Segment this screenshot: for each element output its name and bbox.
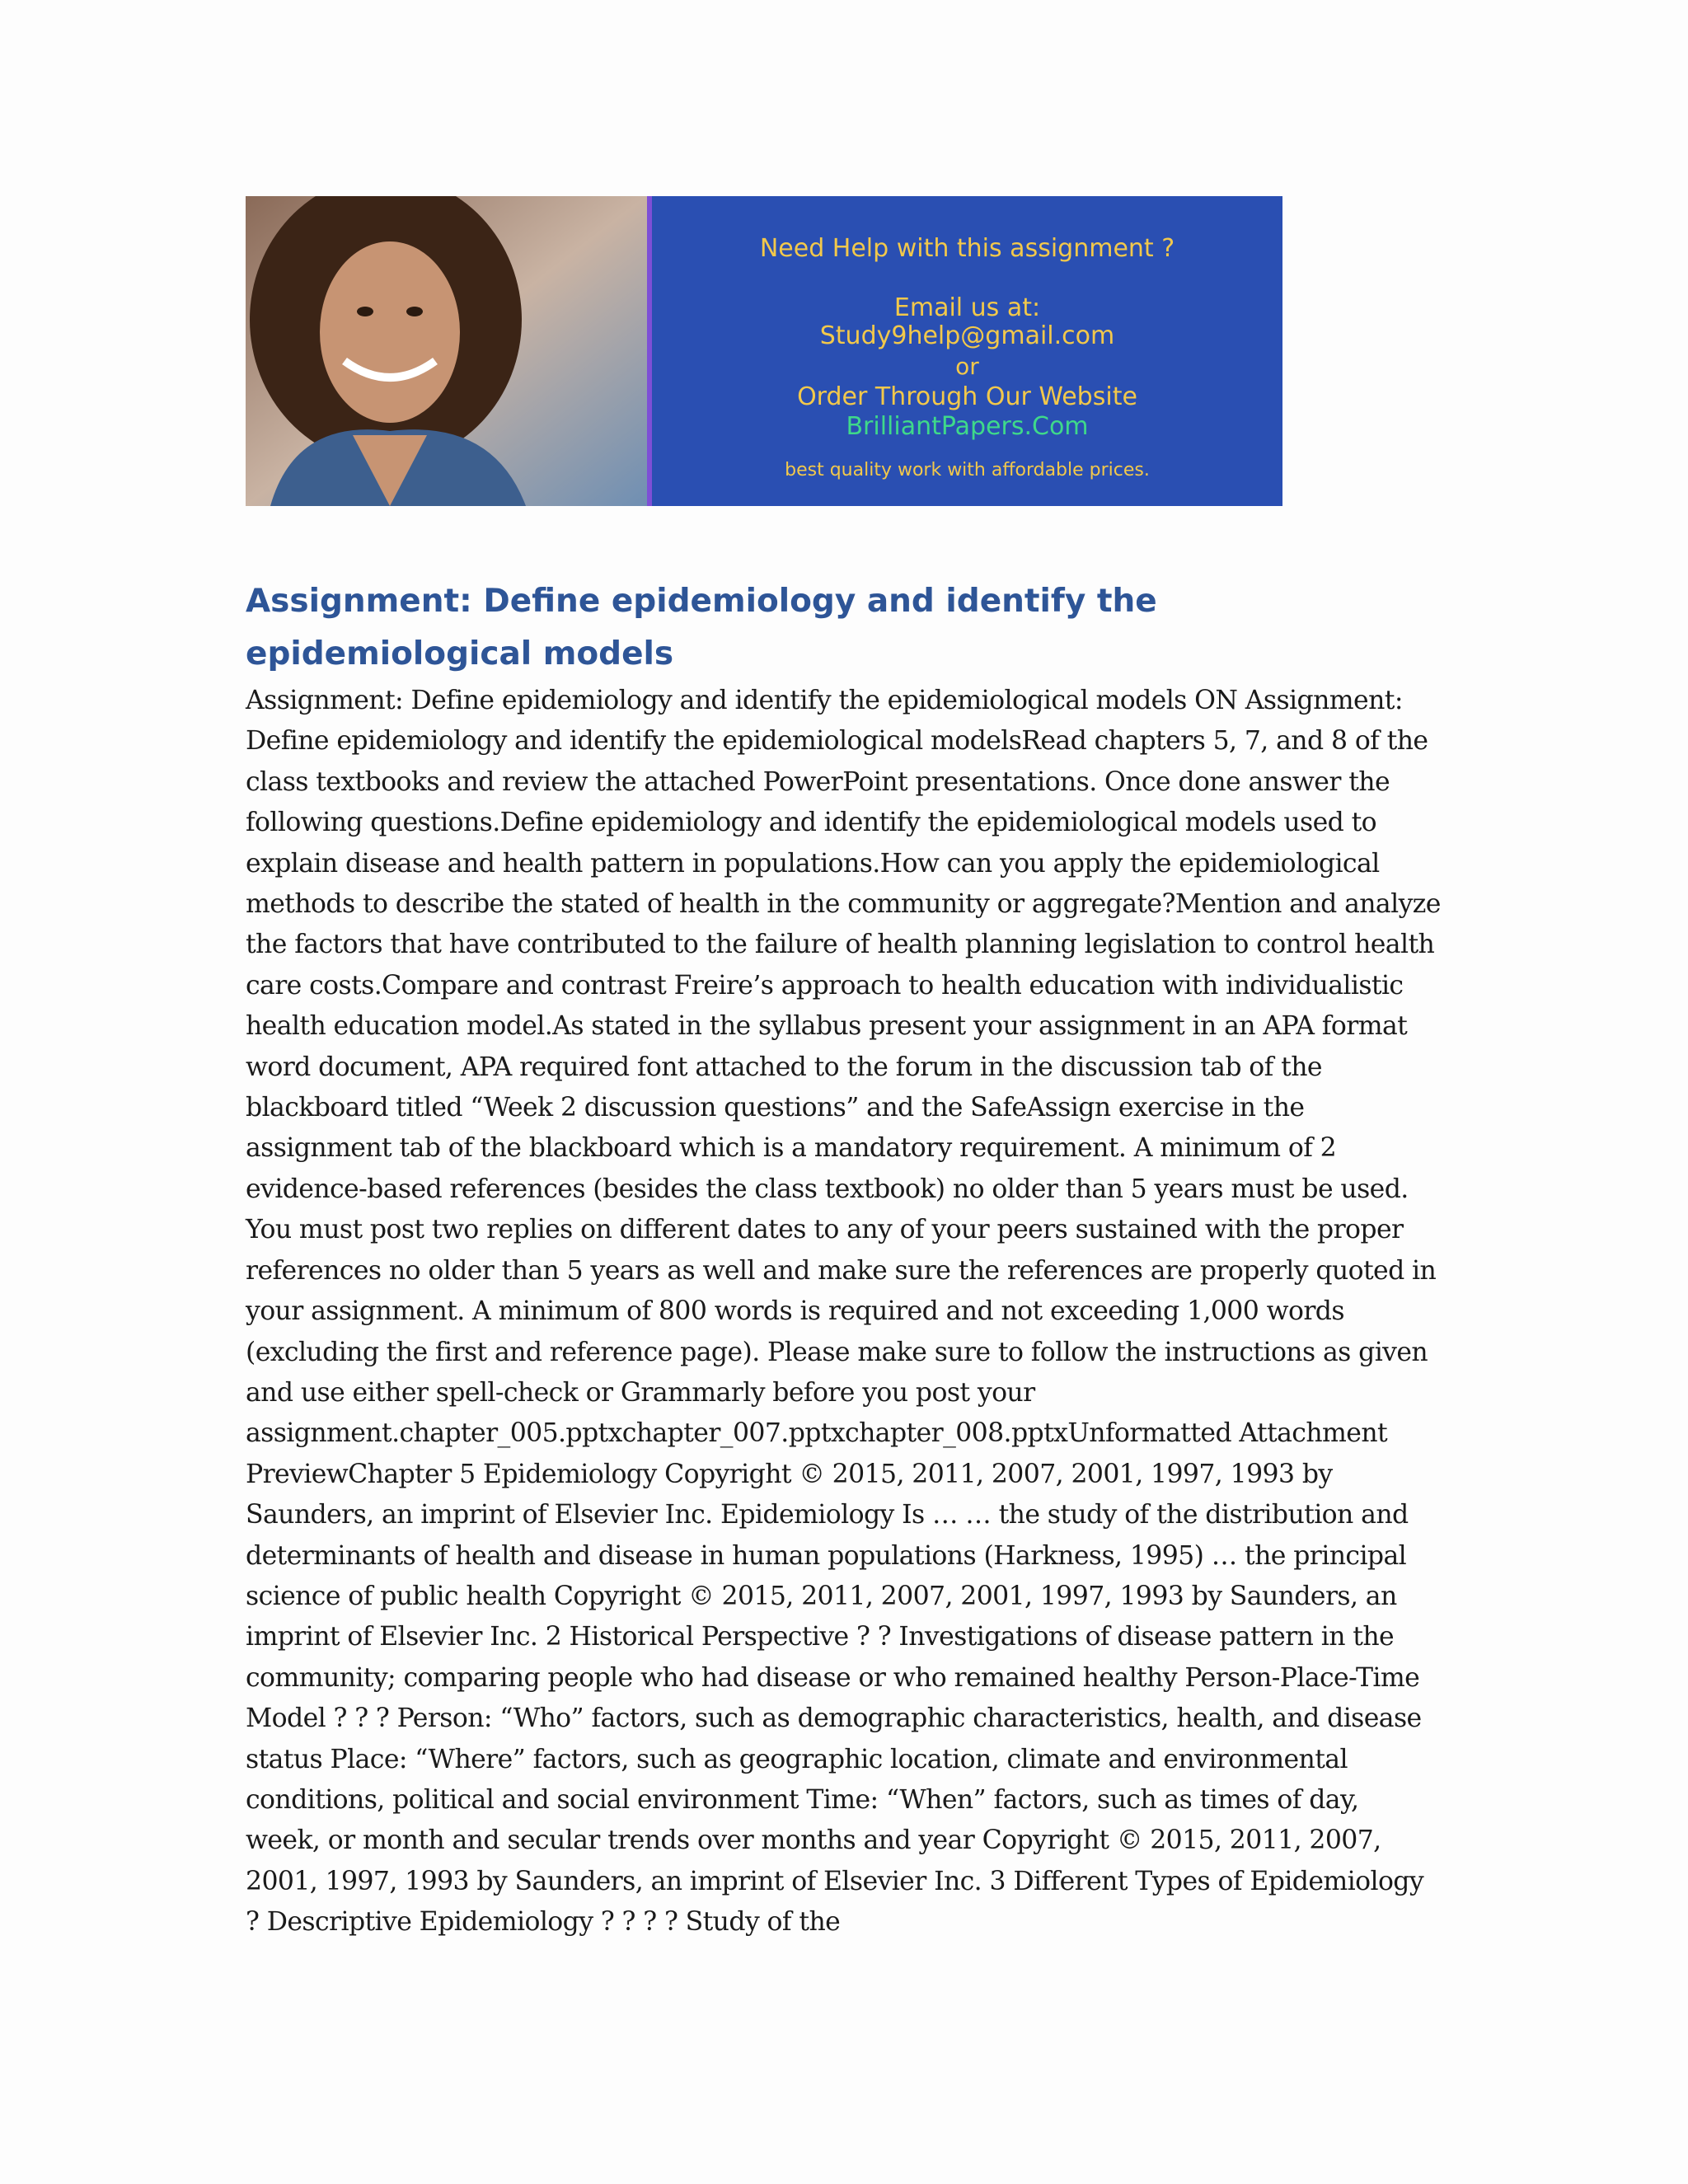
banner-photo bbox=[246, 196, 647, 506]
banner-headline: Need Help with this assignment ? bbox=[759, 234, 1175, 263]
banner-email[interactable]: Study9help@gmail.com bbox=[819, 321, 1115, 350]
banner-website[interactable]: BrilliantPapers.Com bbox=[846, 412, 1089, 441]
banner-email-label: Email us at: bbox=[893, 293, 1041, 322]
banner-order-text: Order Through Our Website bbox=[797, 382, 1137, 411]
document-title: Assignment: Define epidemiology and identify the epidemiological models bbox=[246, 583, 1157, 673]
banner-text-panel bbox=[652, 196, 1282, 506]
document-body: Assignment: Define epidemiology and identify the epidemiological models ON Assignment: Define epidemiology and identify the epidemiological modelsRead chapters 5, 7, and 8 of the class textbooks and review the attached PowerPoint presentations. Once done answer the following questions.Define epidemiology and identify the epidemiological models used to explain disease and health pattern in populations.How can you apply the epidemiological methods to describe the stated of health in the community or aggregate?Mention and analyze the factors that have contributed to the failure of health planning legislation to control health care costs.Compare and contrast Freire’s approach to health education with individualistic health education model.As stated in the syllabus present your assignment in an APA format word document, APA required font attached to the forum in the discussion tab of the blackboard titled “Week 2 discussion questions” and the SafeAssign exercise in the assignment tab of the blackboard which is a mandatory requirement. A minimum of 2 evidence-based references (besides the class textbook) no older than 5 years must be used. You must post two replies on different dates to any of your peers sustained with the proper references no older than 5 years as well and make sure the references are properly quoted in your assignment. A minimum of 800 words is required and not exceeding 1,000 words (excluding the first and reference page). Please make sure to follow the instructions as given and use either spell-check or Grammarly before you post your assignment.chapter_005.pptxchapter_007.pptxchapter_008.pptxUnformatted Attachment PreviewChapter 5 Epidemiology Copyright © 2015, 2011, 2007, 2001, 1997, 1993 by Saunders, an imprint of Elsevier Inc. Epidemiology Is … … the study of the distribution and determinants of health and disease in human populations (Harkness, 1995) … the principal science of public health Copyright © 2015, 2011, 2007, 2001, 1997, 1993 by Saunders, an imprint of Elsevier Inc. 2 Historical Perspective ? ? Investigations of disease pattern in the community; comparing people who had disease or who remained healthy Person-Place-Time Model ? ? ? Person: “Who” factors, such as demographic characteristics, health, and disease status Place: “Where” factors, such as geographic location, climate and environmental conditions, political and social environment Time: “When” factors, such as times of day, week, or month and secular trends over months and year Copyright © 2015, 2011, 2007, 2001, 1997, 1993 by Saunders, an imprint of Elsevier Inc. 3 Different Types of Epidemiology ? Descriptive Epidemiology ? ? ? ? Study of the bbox=[246, 686, 1441, 1938]
portrait-image bbox=[246, 196, 647, 506]
banner-tagline: best quality work with affordable prices. bbox=[785, 460, 1150, 480]
banner-or: or bbox=[955, 353, 979, 380]
promo-banner bbox=[246, 196, 1282, 506]
